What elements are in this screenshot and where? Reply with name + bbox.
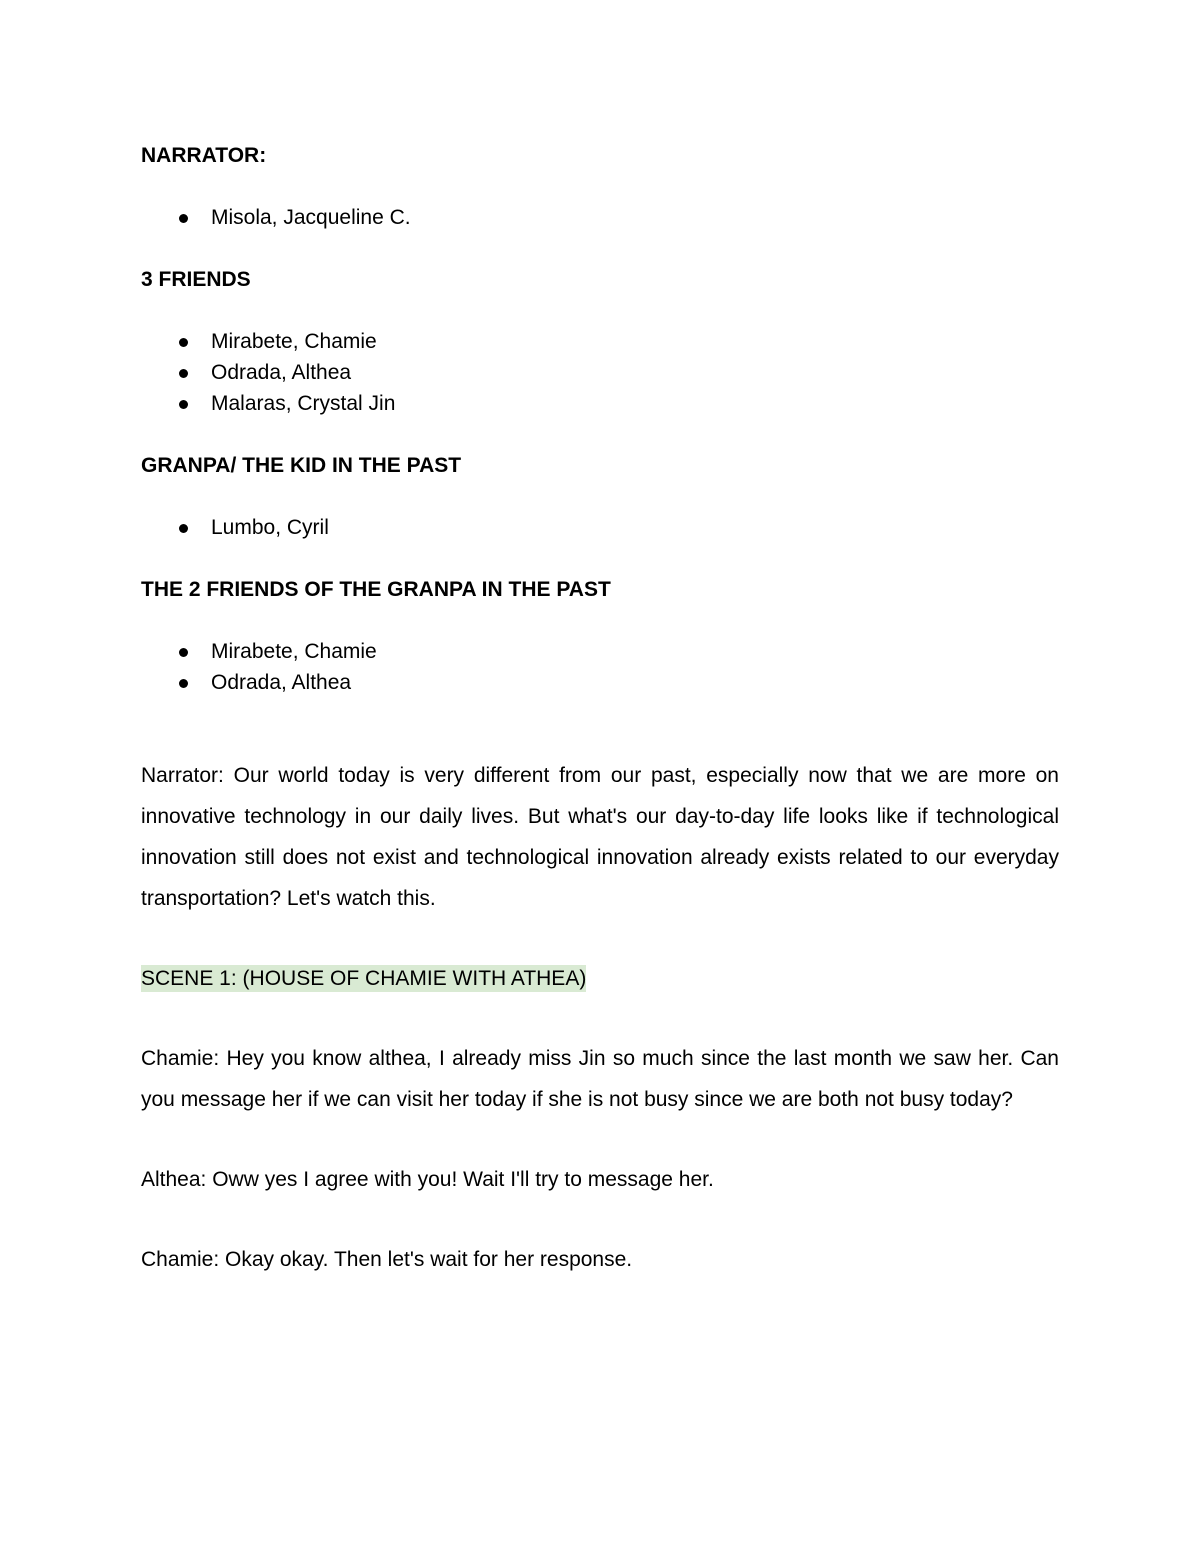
list-item	[141, 512, 1059, 543]
granpa-friends-heading: THE 2 FRIENDS OF THE GRANPA IN THE PAST	[141, 578, 611, 601]
narrator-heading: NARRATOR:	[141, 144, 267, 167]
cast-member: Odrada, Althea	[211, 671, 352, 694]
list-item	[141, 636, 1059, 667]
friends-heading: 3 FRIENDS	[141, 268, 251, 291]
list-item	[141, 202, 1059, 233]
list-item	[141, 388, 1059, 419]
narration-paragraph: Narrator: Our world today is very different from our past, especially now that we are more on innovative technology in our daily lives. But what's our day-to-day life looks like if technological innovation still does not exist and technological innovation already exists related to our everyday transportation? Let's watch this.	[141, 764, 1059, 910]
scene-1-title: SCENE 1: (HOUSE OF CHAMIE WITH ATHEA)	[141, 967, 587, 990]
bullet-icon	[179, 524, 188, 533]
cast-member: Misola, Jacqueline C.	[211, 206, 411, 229]
granpa-heading: GRANPA/ THE KID IN THE PAST	[141, 454, 462, 477]
cast-member: Odrada, Althea	[211, 361, 352, 384]
cast-member: Mirabete, Chamie	[211, 640, 377, 663]
dialogue-line: Althea: Oww yes I agree with you! Wait I'll try to message her.	[141, 1168, 714, 1191]
dialogue-line: Chamie: Hey you know althea, I already miss Jin so much since the last month we saw her. Can you message her if we can visit her today if she is not busy since we are both not busy today?	[141, 1047, 1059, 1111]
document-page	[141, 140, 1059, 1280]
bullet-icon	[179, 679, 188, 688]
bullet-icon	[179, 648, 188, 657]
list-item	[141, 667, 1059, 698]
bullet-icon	[179, 214, 188, 223]
narrator-list	[141, 202, 1059, 233]
bullet-icon	[179, 400, 188, 409]
list-item	[141, 326, 1059, 357]
friends-list	[141, 326, 1059, 419]
granpa-friends-list	[141, 636, 1059, 698]
bullet-icon	[179, 369, 188, 378]
cast-member: Lumbo, Cyril	[211, 516, 329, 539]
cast-member: Mirabete, Chamie	[211, 330, 377, 353]
scene-title-row	[141, 958, 1059, 999]
granpa-list	[141, 512, 1059, 543]
list-item	[141, 357, 1059, 388]
bullet-icon	[179, 338, 188, 347]
dialogue-line: Chamie: Okay okay. Then let's wait for her response.	[141, 1248, 633, 1271]
cast-member: Malaras, Crystal Jin	[211, 392, 396, 415]
